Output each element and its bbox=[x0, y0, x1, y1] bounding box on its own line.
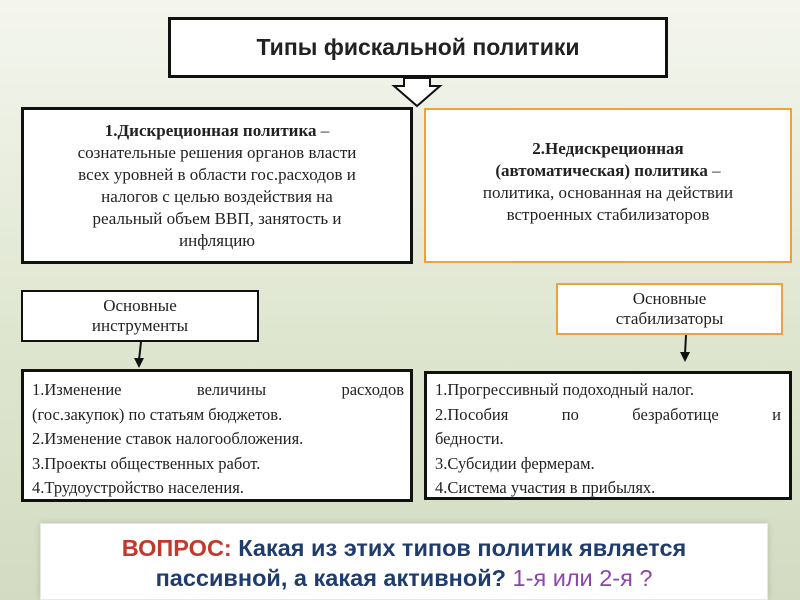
instruments-arrow-head bbox=[134, 358, 144, 368]
nondiscretionary-heading-2: (автоматическая) политика bbox=[495, 161, 708, 180]
question-answer: 1-я или 2-я ? bbox=[506, 565, 653, 591]
instruments-list bbox=[21, 369, 413, 502]
nondiscretionary-heading-2-line bbox=[440, 160, 776, 182]
discretionary-line: реальный объем ВВП, занятость и bbox=[92, 209, 342, 228]
list-item: 1.Прогрессивный подоходный налог. bbox=[435, 380, 694, 399]
discretionary-heading: 1.Дискреционная политика bbox=[104, 121, 317, 140]
nondiscretionary-line: политика, основанная на действии bbox=[482, 183, 734, 202]
list-item: 3.Проекты общественных работ. bbox=[32, 453, 261, 473]
instruments-label-line-1: Основные bbox=[103, 296, 177, 315]
stabilizers-list bbox=[424, 371, 792, 500]
diagram-title bbox=[168, 17, 668, 78]
nondiscretionary-heading-text-1: 2.Недискреционная bbox=[532, 139, 684, 158]
discretionary-line: всех уровней в области гос.расходов и bbox=[78, 165, 356, 184]
question-line-2 bbox=[41, 563, 767, 593]
list-item: 4.Трудоустройство населения. bbox=[32, 478, 244, 497]
list-item: 4.Система участия в прибылях. bbox=[435, 478, 656, 497]
nondiscretionary-policy-box bbox=[424, 108, 792, 263]
list-item: бедности. bbox=[435, 429, 504, 448]
stabilizers-label-line-1: Основные bbox=[632, 289, 707, 308]
nondiscretionary-heading-1 bbox=[440, 138, 776, 160]
stabilizers-arrow-head bbox=[680, 352, 690, 362]
instruments-label-box bbox=[21, 290, 259, 342]
discretionary-line: инфляцию bbox=[179, 231, 255, 250]
instruments-arrow-line bbox=[139, 342, 141, 360]
stabilizers-arrow-line bbox=[685, 335, 686, 354]
stabilizers-label-line-2: стабилизаторы bbox=[615, 309, 724, 328]
list-item: 2.Изменение ставок налогообложения. bbox=[32, 429, 304, 448]
title-text: Типы фискальной политики bbox=[256, 34, 580, 60]
question-text-2: пассивной, а какая активной? bbox=[155, 565, 507, 591]
list-item: 1.Изменение величины расходов bbox=[32, 380, 404, 399]
stabilizers-label-box bbox=[556, 283, 783, 335]
list-item: 3.Субсидии фермерам. bbox=[435, 453, 595, 473]
title-down-arrow bbox=[394, 78, 440, 106]
discretionary-line: налогов с целью воздействия на bbox=[101, 187, 333, 206]
question-text-1: Какая из этих типов политик является bbox=[231, 535, 687, 561]
question-prefix: ВОПРОС: bbox=[121, 535, 232, 561]
question-line-1 bbox=[41, 533, 767, 563]
discretionary-dash: – bbox=[316, 121, 330, 140]
discretionary-line: сознательные решения органов власти bbox=[77, 143, 357, 162]
question-banner bbox=[40, 523, 768, 600]
nondiscretionary-dash: – bbox=[707, 161, 721, 180]
discretionary-policy-box bbox=[21, 107, 413, 264]
instruments-label-line-2: инструменты bbox=[91, 316, 189, 335]
list-item: (гос.закупок) по статьям бюджетов. bbox=[32, 404, 283, 424]
list-item: 2.Пособия по безработице и bbox=[435, 404, 781, 424]
nondiscretionary-line: встроенных стабилизаторов bbox=[506, 205, 710, 224]
discretionary-heading-line bbox=[36, 120, 398, 142]
